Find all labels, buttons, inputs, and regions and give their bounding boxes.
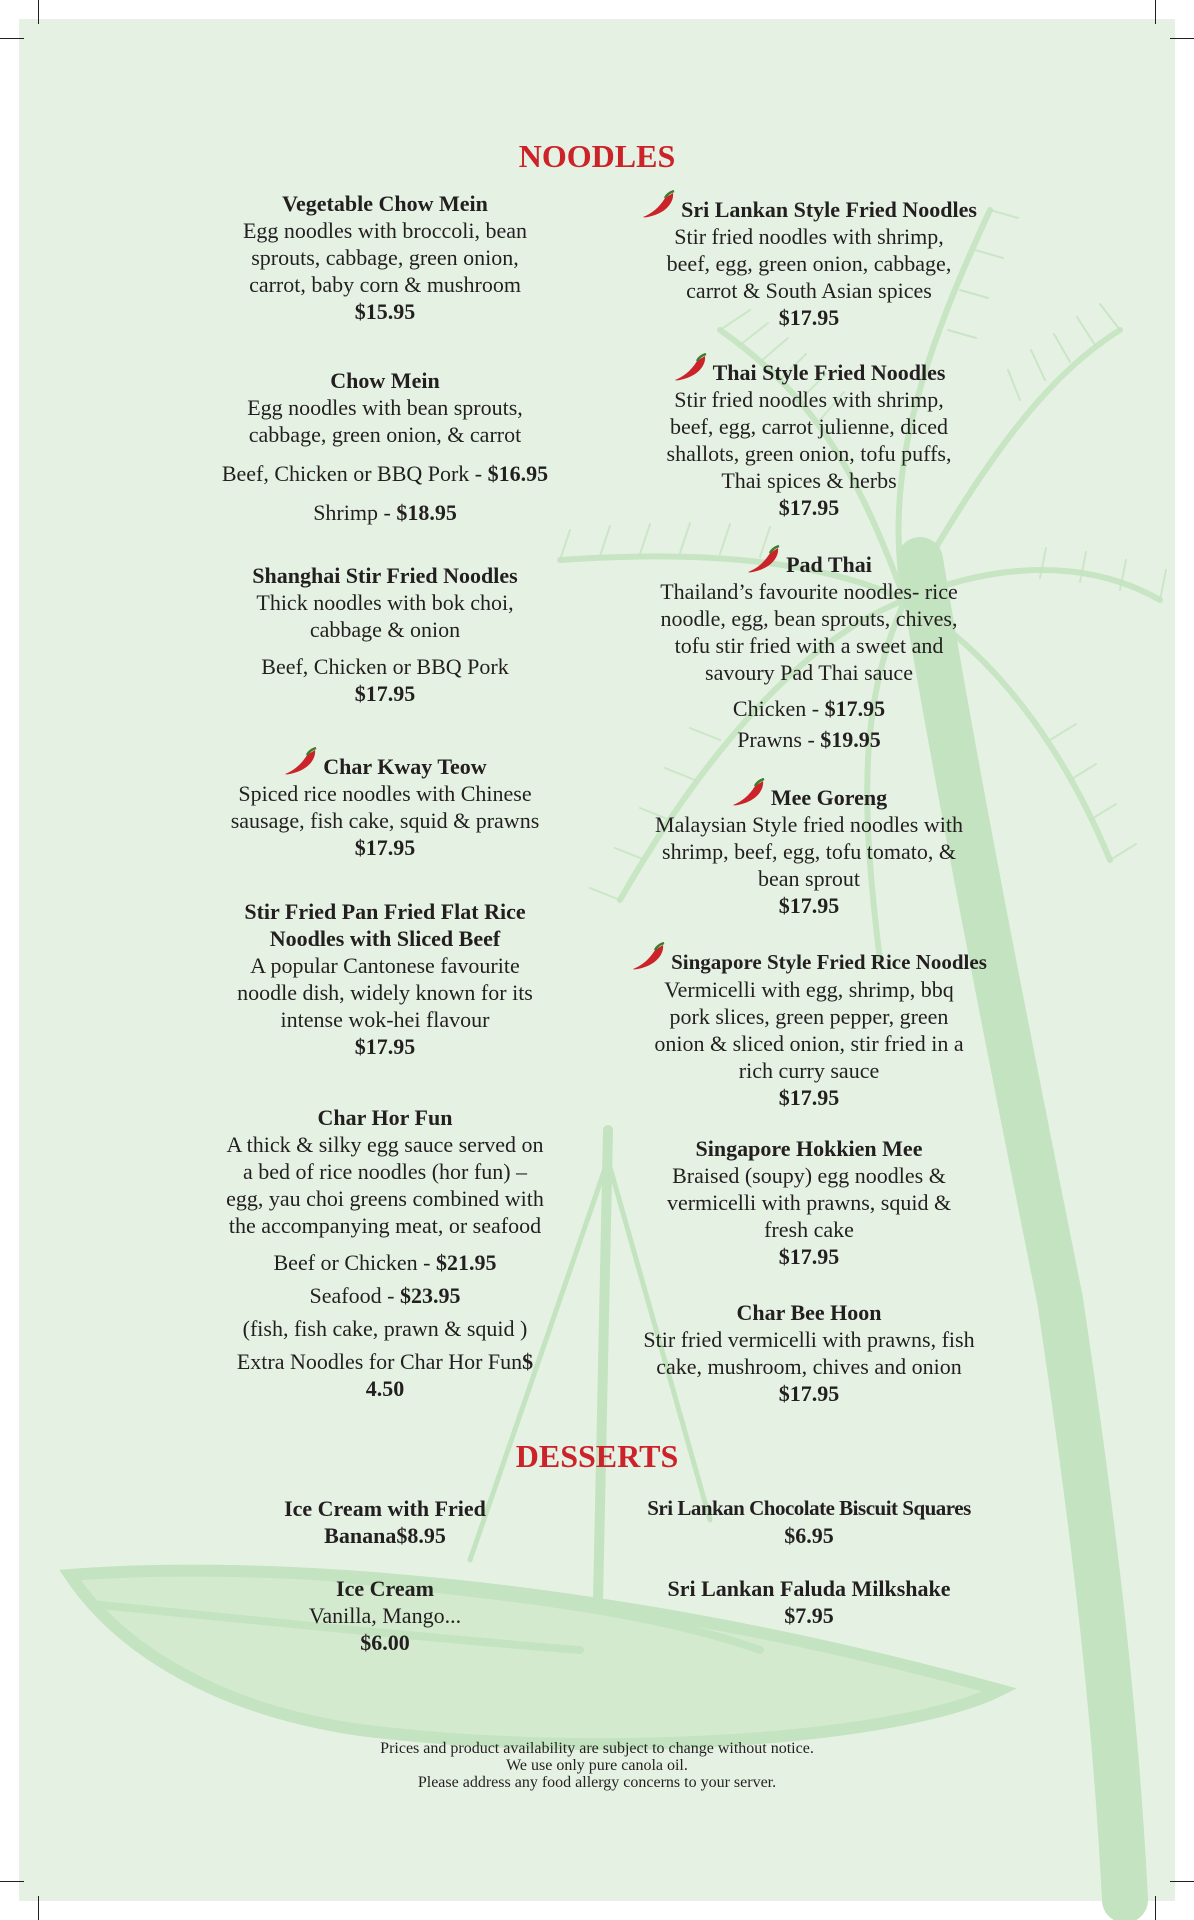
menu-item-pad-thai xyxy=(614,545,1004,753)
item-price: 4.50 xyxy=(365,1376,405,1401)
item-description: Thai spices & herbs xyxy=(721,468,897,493)
item-description: Vermicelli with egg, shrimp, bbq xyxy=(664,977,954,1002)
menu-item-vegetable-chow-mein xyxy=(198,190,572,325)
item-option: Extra Noodles for Char Hor Fun$ xyxy=(236,1349,534,1374)
item-description: Stir fried noodles with shrimp, xyxy=(674,387,944,412)
item-name: Char Bee Hoon xyxy=(736,1300,882,1325)
item-name: Singapore Hokkien Mee xyxy=(695,1136,923,1161)
item-price: $6.00 xyxy=(360,1630,410,1655)
chili-pepper-icon xyxy=(673,353,709,383)
item-price: $17.95 xyxy=(354,681,416,706)
item-price: $17.95 xyxy=(354,835,416,860)
item-name: Ice Cream xyxy=(336,1576,434,1601)
item-description: Thick noodles with bok choi, xyxy=(256,590,514,615)
item-option: Seafood - $23.95 xyxy=(309,1283,461,1308)
menu-item-char-bee-hoon xyxy=(614,1299,1004,1407)
item-name: Stir Fried Pan Fried Flat Rice xyxy=(244,899,526,924)
item-description: bean sprout xyxy=(757,866,861,891)
item-price: $17.95 xyxy=(778,495,840,520)
item-description: cabbage & onion xyxy=(309,617,461,642)
menu-item-mee-goreng xyxy=(614,778,1004,919)
chili-pepper-icon xyxy=(746,545,782,575)
item-description: Thailand’s favourite noodles- rice xyxy=(660,579,958,604)
item-price: $7.95 xyxy=(784,1603,834,1628)
item-description: rich curry sauce xyxy=(738,1058,880,1083)
item-name: Ice Cream with Fried xyxy=(284,1496,486,1521)
menu-item-shanghai-stir-fried-noodles xyxy=(198,562,572,707)
item-option: Beef, Chicken or BBQ Pork xyxy=(261,654,509,679)
chili-pepper-icon xyxy=(641,190,677,220)
menu-item-singapore-hokkien-mee xyxy=(614,1135,1004,1270)
item-description: vermicelli with prawns, squid & xyxy=(666,1190,952,1215)
item-description: Braised (soupy) egg noodles & xyxy=(672,1163,946,1188)
item-option: Beef or Chicken - $21.95 xyxy=(273,1250,497,1275)
item-name: Singapore Style Fried Rice Noodles xyxy=(598,942,1020,976)
menu-item-ice-cream-fried-banana xyxy=(198,1495,572,1549)
footer-line: Prices and product availability are subject to change without notice. xyxy=(380,1740,814,1757)
item-option: Shrimp - $18.95 xyxy=(313,500,457,525)
item-name: Sri Lankan Faluda Milkshake xyxy=(667,1576,951,1601)
menu-item-stir-fried-flat-rice-noodles xyxy=(198,898,572,1060)
item-description: carrot & South Asian spices xyxy=(686,278,932,303)
footer-line: We use only pure canola oil. xyxy=(506,1757,688,1774)
chili-pepper-icon xyxy=(731,778,767,808)
menu-item-singapore-fried-rice-noodles xyxy=(614,942,1004,1111)
menu-footer xyxy=(0,1740,1194,1791)
item-description: shrimp, beef, egg, tofu tomato, & xyxy=(662,839,956,864)
item-description: Vanilla, Mango... xyxy=(308,1603,462,1628)
item-description: shallots, green onion, tofu puffs, xyxy=(666,441,952,466)
item-name: Chow Mein xyxy=(330,368,440,393)
menu-item-chocolate-biscuit-squares xyxy=(614,1495,1004,1549)
item-price: $6.95 xyxy=(784,1523,834,1548)
item-name: Thai Style Fried Noodles xyxy=(614,353,1004,386)
item-name: Vegetable Chow Mein xyxy=(282,191,488,216)
item-description: the accompanying meat, or seafood xyxy=(228,1213,542,1238)
item-description: Egg noodles with broccoli, bean xyxy=(242,218,528,243)
item-description: intense wok-hei flavour xyxy=(280,1007,490,1032)
item-option: (fish, fish cake, prawn & squid ) xyxy=(242,1316,528,1341)
item-name: Shanghai Stir Fried Noodles xyxy=(252,563,518,588)
item-name: Mee Goreng xyxy=(614,778,1004,811)
item-description: A popular Cantonese favourite xyxy=(250,953,520,978)
item-description: fresh cake xyxy=(764,1217,854,1242)
item-name: Sri Lankan Style Fried Noodles xyxy=(614,190,1004,223)
item-description: Stir fried noodles with shrimp, xyxy=(674,224,944,249)
item-name: Sri Lankan Chocolate Biscuit Squares xyxy=(647,1496,971,1520)
item-description: beef, egg, green onion, cabbage, xyxy=(666,251,952,276)
item-description: cake, mushroom, chives and onion xyxy=(656,1354,962,1379)
item-description: noodle, egg, bean sprouts, chives, xyxy=(660,606,958,631)
item-description: egg, yau choi greens combined with xyxy=(226,1186,544,1211)
chili-pepper-icon xyxy=(283,747,319,777)
menu-item-faluda-milkshake xyxy=(614,1575,1004,1629)
menu-item-ice-cream xyxy=(198,1575,572,1656)
item-description: pork slices, green pepper, green xyxy=(669,1004,949,1029)
item-name: Banana$8.95 xyxy=(324,1523,446,1548)
item-description: sprouts, cabbage, green onion, xyxy=(251,245,519,270)
item-price: $17.95 xyxy=(778,1381,840,1406)
item-description: savoury Pad Thai sauce xyxy=(705,660,913,685)
item-description: Stir fried vermicelli with prawns, fish xyxy=(643,1327,975,1352)
section-title-noodles: NOODLES xyxy=(518,138,676,174)
menu-item-sri-lankan-fried-noodles xyxy=(614,190,1004,331)
menu-item-chow-mein xyxy=(198,367,572,526)
item-name: Noodles with Sliced Beef xyxy=(269,926,501,951)
menu-item-thai-fried-noodles xyxy=(614,353,1004,521)
chili-pepper-icon xyxy=(631,942,667,972)
item-description: Egg noodles with bean sprouts, xyxy=(247,395,523,420)
item-description: Spiced rice noodles with Chinese xyxy=(238,781,532,806)
item-description: carrot, baby corn & mushroom xyxy=(249,272,521,297)
item-description: noodle dish, widely known for its xyxy=(237,980,533,1005)
item-description: onion & sliced onion, stir fried in a xyxy=(654,1031,964,1056)
menu-item-char-kway-teow xyxy=(198,747,572,861)
footer-line: Please address any food allergy concerns to your server. xyxy=(417,1774,777,1791)
item-description: a bed of rice noodles (hor fun) – xyxy=(242,1159,528,1184)
item-name: Pad Thai xyxy=(614,545,1004,578)
item-description: tofu stir fried with a sweet and xyxy=(674,633,944,658)
item-description: Malaysian Style fried noodles with xyxy=(655,812,963,837)
item-description: sausage, fish cake, squid & prawns xyxy=(230,808,540,833)
item-price: $17.95 xyxy=(778,305,840,330)
item-description: cabbage, green onion, & carrot xyxy=(248,422,522,447)
item-name: Char Hor Fun xyxy=(317,1105,453,1130)
item-option: Prawns - $19.95 xyxy=(737,727,881,752)
item-option: Chicken - $17.95 xyxy=(732,696,886,721)
item-price: $17.95 xyxy=(778,1244,840,1269)
item-description: A thick & silky egg sauce served on xyxy=(226,1132,544,1157)
item-price: $17.95 xyxy=(778,893,840,918)
item-price: $17.95 xyxy=(354,1034,416,1059)
item-name: Char Kway Teow xyxy=(198,747,572,780)
item-price: $17.95 xyxy=(778,1085,840,1110)
item-option: Beef, Chicken or BBQ Pork - $16.95 xyxy=(221,461,549,486)
menu-item-char-hor-fun xyxy=(198,1104,572,1402)
section-title-desserts: DESSERTS xyxy=(515,1438,679,1474)
item-price: $15.95 xyxy=(354,299,416,324)
item-description: beef, egg, carrot julienne, diced xyxy=(670,414,948,439)
